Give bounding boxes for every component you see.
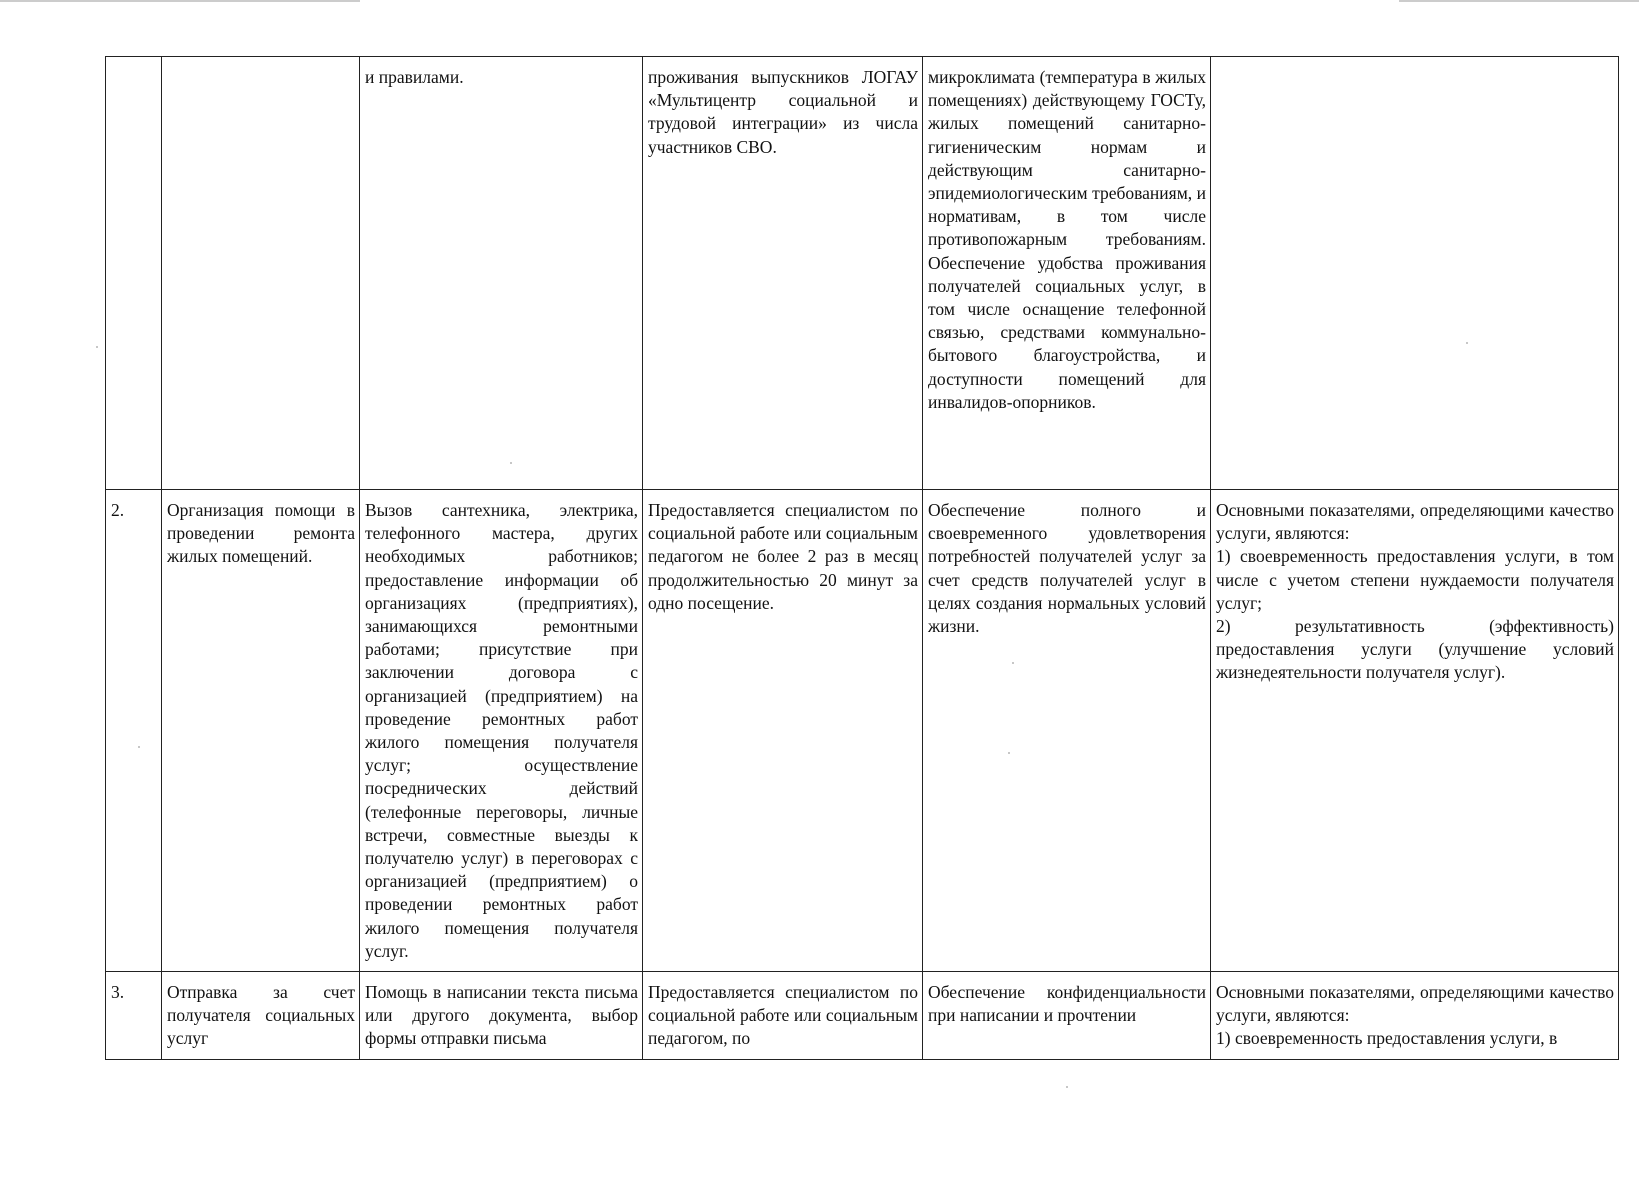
scan-speck [96,346,98,348]
table-row [106,57,1619,490]
service-quality-cell [1211,972,1619,1060]
service-content-cell: Помощь в написании текста письма или другого документа, выбор формы отправки письма [360,972,643,1060]
service-content-cell: Вызов сантехника, электрика, телефонного мастера, других необходимых работников; предоставление информации об организациях (предприятиях), занимающихся ремонтными работами; присутствие при заключении договора с организацией (предприятием) на проведение ремонтных работ жилого помещения получателя услуг; осуществление посреднических действий (телефонные переговоры, личные встречи, совместные выезды к получателю услуг) в переговорах с организацией (предприятием) о проведении ремонтных работ жилого помещения получателя услуг. [360,490,643,972]
service-performance-cell: Обеспечение полного и своевременного удовлетворения потребностей получателей услуг за счет средств получателей услуг в целях создания нормальных условий жизни. [923,490,1211,972]
row-number: 3. [106,972,162,1060]
social-services-table [105,56,1619,1060]
service-content-cell: и правилами. [360,57,643,490]
quality-paragraph: Основными показателями, определяющими качество услуги, являются: [1216,982,1614,1026]
row-number: 2. [106,490,162,972]
scan-edge-mark-right [1399,0,1639,2]
quality-paragraph: 1) своевременность предоставления услуги, в [1216,1028,1558,1049]
table-row [106,972,1619,1060]
row-number [106,57,162,490]
scan-edge-mark-left [0,0,360,2]
service-conditions-cell: Предоставляется специалистом по социальной работе или социальным педагогом, по [643,972,923,1060]
quality-paragraph: 1) своевременность предоставления услуги, в том числе с учетом степени нуждаемости получателя услуг; [1216,546,1614,613]
service-name-cell [162,57,360,490]
service-name-cell: Отправка за счет получателя социальных услуг [162,972,360,1060]
scan-speck [1066,1086,1068,1088]
service-performance-cell: Обеспечение конфиденциальности при написании и прочтении [923,972,1211,1060]
service-quality-cell [1211,490,1619,972]
table-row [106,490,1619,972]
service-quality-cell [1211,57,1619,490]
service-performance-cell: микроклимата (температура в жилых помещениях) действующему ГОСТу, жилых помещений санитарно-гигиеническим нормам и действующим санитарно-эпидемиологическим требованиям, и нормативам, в том числе противопожарным требованиям. Обеспечение удобства проживания получателей социальных услуг, в том числе оснащение телефонной связью, средствами коммунально-бытового благоустройства, и доступности помещений для инвалидов-опорников. [923,57,1211,490]
service-name-cell: Организация помощи в проведении ремонта жилых помещений. [162,490,360,972]
quality-paragraph: 2) результативность (эффективность) предоставления услуги (улучшение условий жизнедеятельности получателя услуг). [1216,616,1614,683]
service-conditions-cell: Предоставляется специалистом по социальной работе или социальным педагогом не более 2 раз в месяц продолжительностью 20 минут за одно посещение. [643,490,923,972]
service-conditions-cell: проживания выпускников ЛОГАУ «Мультицентр социальной и трудовой интеграции» из числа участников СВО. [643,57,923,490]
quality-paragraph: Основными показателями, определяющими качество услуги, являются: [1216,500,1614,544]
